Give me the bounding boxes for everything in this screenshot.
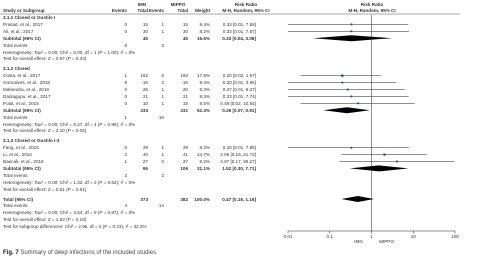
study-events-mippo: 1: [161, 93, 164, 99]
favours-mippo-label: MIPPO: [379, 239, 394, 244]
subtotal-weight: 16.6%: [196, 35, 210, 41]
study-risk-ratio: 0.33 [0.01, 7.85]: [222, 145, 256, 151]
header-study: Study or Subgroup: [3, 8, 45, 13]
total-events-imn: 4: [124, 203, 127, 209]
total-label: Total (95% CI): [3, 196, 34, 202]
study-name: Costa, et al., 2017: [3, 73, 41, 79]
subtotal-diamond: [323, 107, 370, 113]
total-events-mippo: 14: [158, 203, 164, 209]
study-name: Prasad, et al., 2017: [3, 21, 43, 27]
subtotal-total-imn: 233: [140, 107, 148, 113]
subtotal-label: Subtotal (95% CI): [3, 107, 41, 113]
subtotal-diamond: [350, 165, 409, 171]
study-point: [396, 161, 398, 163]
footer-overall-effect: Test for overall effect: Z = 1.63 (P = 0.10): [3, 217, 87, 223]
study-total-imn: 162: [140, 73, 148, 79]
header-method-plot: M-H, Random, 95% CI: [348, 8, 396, 13]
subtotal-total-imn: 45: [142, 35, 148, 41]
footer-heterogeneity: Heterogeneity: Tau² = 0.00; Chi² = 4.54, df = 9 (P = 0.87); I² = 0%: [3, 210, 136, 216]
study-risk-ratio: 0.20 [0.01, 3.85]: [222, 80, 256, 86]
study-events-imn: 0: [124, 21, 127, 27]
subtotal-label: Subtotal (95% CI): [3, 165, 41, 171]
total-events-label: Total events: [3, 203, 28, 209]
header-total-mippo: Total: [177, 8, 188, 13]
subtotal-total-imn: 95: [142, 165, 148, 171]
footer-subgroup-differences: Test for subgroup differences: Chi² = 2.95, df = 2 (P = 0.23), I² = 32.2%: [3, 224, 147, 230]
x-tick-label: 0.1: [326, 234, 333, 239]
study-risk-ratio: 0.33 [0.01, 7.58]: [222, 21, 256, 27]
x-tick-label: 10: [410, 234, 416, 239]
study-name: Fang, et al., 2016: [3, 145, 39, 151]
study-name: Baecak, et al., 2018: [3, 159, 44, 164]
overall-effect-text: Test for overall effect: Z = 0.97 (P = 0.33): [3, 56, 87, 62]
study-point: [350, 30, 352, 32]
study-risk-ratio: 0.33 [0.01, 7.87]: [222, 28, 256, 34]
study-events-mippo: 5: [161, 73, 164, 79]
subtotal-risk-ratio: 0.26 [0.07, 0.91]: [222, 107, 256, 113]
study-events-mippo: 1: [161, 152, 164, 158]
x-tick-label: 100: [451, 234, 459, 239]
study-point: [357, 102, 359, 104]
study-risk-ratio: 4.07 [0.17, 96.27]: [220, 159, 256, 164]
total-events-label: Total events: [3, 42, 28, 48]
study-total-mippo: 15: [182, 80, 188, 86]
study-events-mippo: 0: [161, 159, 164, 164]
study-point: [350, 23, 352, 25]
total-events-imn: 0: [124, 42, 127, 48]
study-events-imn: 0: [124, 28, 127, 34]
study-risk-ratio: 0.20 [0.02, 1.67]: [222, 73, 256, 79]
study-total-imn: 10: [142, 100, 148, 106]
subtotal-diamond: [313, 35, 392, 41]
figure-number: Fig. 7: [3, 250, 19, 256]
study-weight: 9.4%: [199, 80, 210, 86]
study-total-imn: 15: [142, 80, 148, 86]
favours-imn-label: IMN: [354, 239, 363, 244]
overall-effect-text: Test for overall effect: Z = 0.51 (P = 0.61): [3, 186, 87, 192]
study-weight: 8.3%: [199, 87, 210, 92]
study-total-imn: 21: [142, 93, 148, 99]
study-total-mippo: 20: [182, 87, 188, 92]
study-total-imn: 40: [142, 152, 148, 158]
study-total-imn: 25: [142, 87, 148, 92]
heterogeneity-text: Heterogeneity: Tau² = 0.00; Chi² = 1.32, df = 2 (P = 0.52); I² = 0%: [3, 179, 136, 185]
study-events-imn: 0: [124, 145, 127, 151]
heterogeneity-text: Heterogeneity: Tau² = 0.00; Chi² = 0.27, df = 4 (P = 0.99); I² = 0%: [3, 121, 136, 127]
header-events-mippo: Events: [148, 8, 164, 13]
subgroup-title: 3.1.2 Closed: [3, 66, 30, 72]
total-events-imn: 3: [124, 172, 127, 178]
study-events-imn: 1: [124, 159, 127, 164]
study-total-mippo: 28: [182, 145, 188, 151]
figure-caption-text: Summary of deep infections of the included studies: [20, 250, 157, 256]
study-weight: 8.2%: [199, 145, 210, 151]
study-events-imn: 0: [124, 93, 127, 99]
study-weight: 8.2%: [199, 159, 210, 164]
subtotal-label: Subtotal (95% CI): [3, 35, 41, 41]
study-weight: 8.2%: [199, 28, 210, 34]
study-name: Ali, et al., 2017: [3, 28, 34, 34]
total-mippo: 382: [180, 196, 188, 202]
study-risk-ratio: 0.27 [0.01, 6.27]: [222, 87, 256, 92]
study-risk-ratio: 0.48 [0.02, 10.84]: [220, 100, 256, 106]
study-point: [350, 147, 352, 149]
study-events-mippo: 1: [161, 28, 164, 34]
study-point: [350, 95, 352, 97]
header-method: M-H, Random, 95% CI: [222, 8, 270, 13]
subtotal-risk-ratio: 0.33 [0.04, 3.08]: [222, 35, 256, 41]
study-total-mippo: 15: [182, 21, 188, 27]
total-imn: 373: [140, 196, 148, 202]
x-tick-label: 1: [370, 234, 373, 239]
study-events-imn: 1: [124, 73, 127, 79]
subtotal-total-mippo: 231: [180, 107, 188, 113]
study-total-mippo: 37: [182, 159, 188, 164]
study-total-mippo: 160: [180, 73, 188, 79]
total-events-mippo: 2: [161, 172, 164, 178]
total-events-label: Total events: [3, 172, 28, 178]
study-name: Li, et al., 2014: [3, 152, 32, 158]
header-risk-ratio: Risk Ratio: [234, 2, 258, 7]
study-total-mippo: 21: [182, 93, 188, 99]
study-point: [341, 75, 343, 77]
header-group-imn: IMN: [137, 2, 147, 7]
subtotal-total-mippo: 106: [180, 165, 188, 171]
study-total-imn: 27: [142, 159, 148, 164]
total-events-label: Total events: [3, 114, 28, 120]
study-name: Mahendra, et al., 2018: [3, 87, 49, 92]
header-total-imn: Total: [137, 8, 148, 13]
study-total-mippo: 30: [182, 28, 188, 34]
total-events-mippo: 10: [158, 114, 164, 120]
study-events-mippo: 1: [161, 21, 164, 27]
subtotal-total-mippo: 45: [182, 35, 188, 41]
study-point: [341, 82, 343, 84]
total-diamond: [341, 196, 374, 202]
study-weight: 8.3%: [199, 93, 210, 99]
x-tick-label: 0.01: [283, 234, 293, 239]
study-events-mippo: 1: [161, 87, 164, 92]
study-weight: 8.5%: [199, 100, 210, 106]
study-weight: 14.7%: [196, 152, 210, 158]
total-weight: 100.0%: [194, 196, 210, 202]
study-events-imn: 0: [124, 80, 127, 86]
subtotal-weight: 52.3%: [196, 107, 210, 113]
total-risk-ratio: 0.47 [0.19, 1.16]: [222, 196, 256, 202]
header-weight: Weight: [194, 8, 210, 13]
header-group-mippo: MIPPO: [170, 2, 186, 7]
study-point: [347, 89, 349, 91]
study-total-mippo: 41: [182, 152, 188, 158]
study-total-mippo: 15: [182, 100, 188, 106]
overall-effect-text: Test for overall effect: Z = 2.10 (P = 0.04): [3, 128, 87, 134]
study-risk-ratio: 2.05 [0.19, 21.72]: [220, 152, 256, 158]
subtotal-risk-ratio: 1.52 [0.30, 7.71]: [222, 165, 256, 171]
study-events-mippo: 1: [161, 100, 164, 106]
study-point: [383, 154, 385, 156]
heterogeneity-text: Heterogeneity: Tau² = 0.00; Chi² = 0.00, df = 1 (P = 1.00); I² = 0%: [3, 49, 136, 55]
total-events-imn: 1: [124, 114, 127, 120]
study-name: Daolagupu, et al., 2017: [3, 93, 51, 99]
total-events-mippo: 2: [161, 42, 164, 48]
subtotal-weight: 31.1%: [196, 165, 210, 171]
study-total-imn: 30: [142, 28, 148, 34]
study-events-mippo: 2: [161, 80, 164, 86]
study-risk-ratio: 0.33 [0.01, 7.74]: [222, 93, 256, 99]
study-total-imn: 15: [142, 21, 148, 27]
study-name: Goncalves, et al., 2018: [3, 80, 50, 86]
study-events-imn: 2: [124, 152, 127, 158]
study-events-imn: 0: [124, 87, 127, 92]
study-total-imn: 28: [142, 145, 148, 151]
study-weight: 8.4%: [199, 21, 210, 27]
header-risk-ratio-plot: Risk Ratio: [360, 2, 384, 7]
study-events-imn: 0: [124, 100, 127, 106]
figure-caption: [3, 250, 156, 256]
study-weight: 17.9%: [196, 73, 210, 79]
study-name: Polat, et al., 2015: [3, 100, 39, 106]
header-events-imn: Events: [111, 8, 127, 13]
study-events-mippo: 1: [161, 145, 164, 151]
subgroup-title: 3.1.3 Closed or Gustilo I-3: [3, 138, 60, 144]
subgroup-title: 3.1.1 Closed or Gustilo I: [3, 15, 56, 20]
